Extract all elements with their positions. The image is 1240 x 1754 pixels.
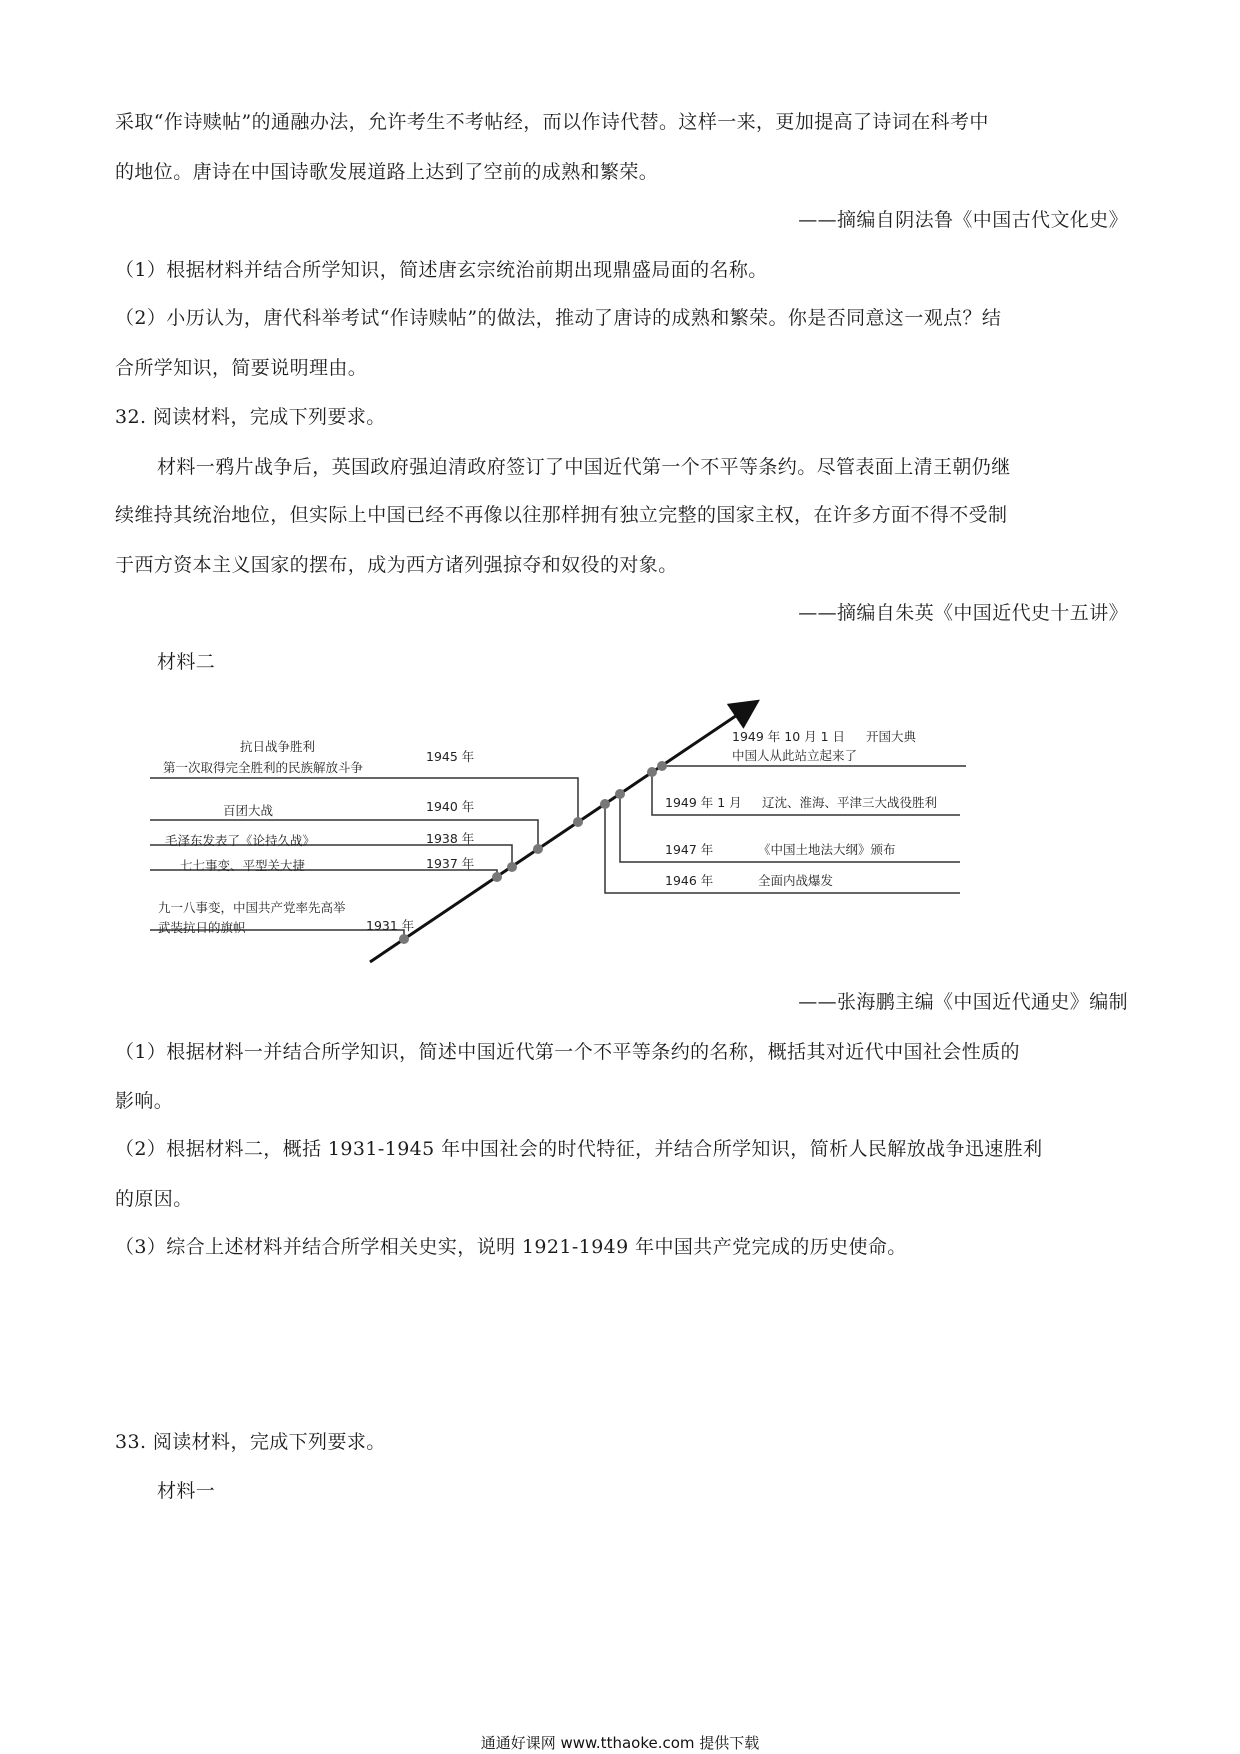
question-32-2-line-1: （2）根据材料二，概括 1931-1945 年中国社会的时代特征，并结合所学知识，简析人民解放战争迅速胜利 (115, 1138, 1043, 1160)
question-33-material-1-label: 材料一 (157, 1480, 216, 1502)
node-1945 (573, 817, 583, 827)
year-1945: 1945 年 (426, 749, 475, 764)
node-1947 (615, 789, 625, 799)
event-1946: 全面内战爆发 (758, 873, 834, 888)
node-1940 (533, 844, 543, 854)
event-1949-10-line-1: 开国大典 (866, 729, 917, 744)
material-1-line-2: 续维持其统治地位，但实际上中国已经不再像以往那样拥有独立完整的国家主权，在许多方面不得不受制 (115, 504, 1008, 526)
event-1947: 《中国土地法大纲》颁布 (758, 842, 896, 857)
paragraph-1-line-1: 采取“作诗赎帖”的通融办法，允许考生不考帖经，而以作诗代替。这样一来，更加提高了诗词在科考中 (115, 111, 989, 133)
event-1937: 七七事变、平型关大捷 (180, 858, 306, 873)
event-1945-line-1: 抗日战争胜利 (240, 739, 316, 754)
event-1940: 百团大战 (223, 803, 274, 818)
question-31-1: （1）根据材料并结合所学知识，简述唐玄宗统治前期出现鼎盛局面的名称。 (115, 259, 768, 281)
year-1949-1: 1949 年 1 月 (665, 795, 742, 810)
question-31-2-line-1: （2）小历认为，唐代科举考试“作诗赎帖”的做法，推动了唐诗的成熟和繁荣。你是否同意这一观点？结 (115, 307, 1002, 329)
question-32-1-line-1: （1）根据材料一并结合所学知识，简述中国近代第一个不平等条约的名称，概括其对近代中国社会性质的 (115, 1041, 1020, 1063)
source-citation-2: ——摘编自朱英《中国近代史十五讲》 (798, 602, 1128, 624)
paragraph-1-line-2: 的地位。唐诗在中国诗歌发展道路上达到了空前的成熟和繁荣。 (115, 161, 659, 183)
year-1937: 1937 年 (426, 856, 475, 871)
source-citation-3: ——张海鹏主编《中国近代通史》编制 (798, 991, 1128, 1013)
question-33-title: 33. 阅读材料，完成下列要求。 (115, 1431, 386, 1453)
node-1938 (507, 862, 517, 872)
year-1946: 1946 年 (665, 873, 714, 888)
node-1946 (600, 799, 610, 809)
question-32-title: 32. 阅读材料，完成下列要求。 (115, 406, 386, 428)
source-citation-1: ——摘编自阴法鲁《中国古代文化史》 (798, 209, 1128, 231)
event-1949-1: 辽沈、淮海、平津三大战役胜利 (762, 795, 938, 810)
question-32-1-line-2: 影响。 (115, 1090, 174, 1112)
event-1931-line-1: 九一八事变，中国共产党率先高举 (158, 900, 346, 915)
event-1938: 毛泽东发表了《论持久战》 (165, 833, 316, 848)
question-31-2-line-2: 合所学知识，简要说明理由。 (115, 357, 368, 379)
node-1931 (399, 934, 409, 944)
year-1931: 1931 年 (366, 918, 415, 933)
page-footer: 通通好课网 www.tthaoke.com 提供下载 (480, 1734, 760, 1752)
event-1931-line-2: 武装抗日的旗帜 (158, 920, 246, 935)
material-1-line-3: 于西方资本主义国家的摆布，成为西方诸列强掠夺和奴役的对象。 (115, 554, 678, 576)
event-1945-line-2: 第一次取得完全胜利的民族解放斗争 (163, 760, 364, 775)
year-1940: 1940 年 (426, 799, 475, 814)
year-1947: 1947 年 (665, 842, 714, 857)
node-1949-1 (647, 767, 657, 777)
year-1938: 1938 年 (426, 831, 475, 846)
question-32-3: （3）综合上述材料并结合所学相关史实，说明 1921-1949 年中国共产党完成的历史使命。 (115, 1236, 907, 1258)
material-2-label: 材料二 (157, 651, 216, 673)
material-1-line-1: 材料一鸦片战争后，英国政府强迫清政府签订了中国近代第一个不平等条约。尽管表面上清王朝仍继 (157, 456, 1011, 478)
connector-1945 (150, 778, 578, 822)
event-1949-10-line-2: 中国人从此站立起来了 (732, 748, 858, 763)
question-32-2-line-2: 的原因。 (115, 1188, 193, 1210)
node-1937 (492, 872, 502, 882)
node-1949-10 (657, 761, 667, 771)
year-1949-10: 1949 年 10 月 1 日 (732, 729, 846, 744)
